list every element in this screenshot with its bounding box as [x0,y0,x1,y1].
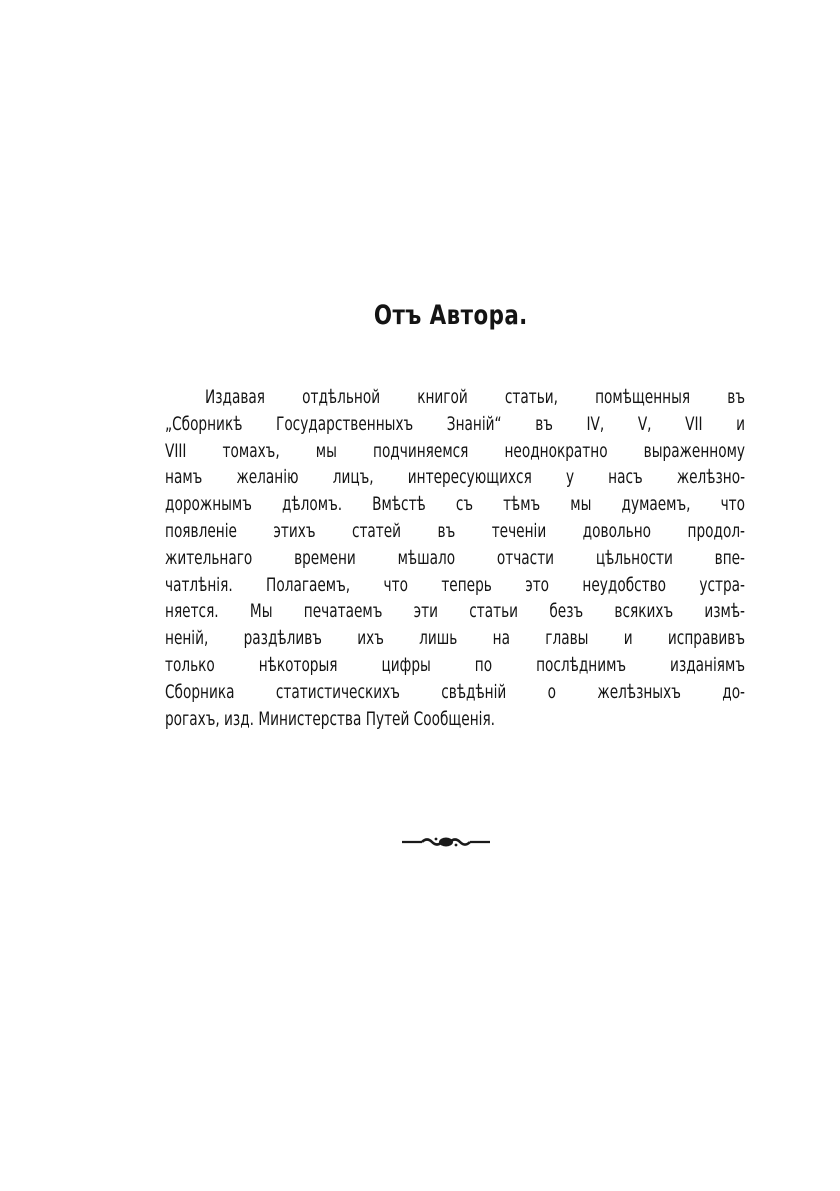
paragraph-line: намъ желанію лицъ, интересующихся у насъ желѣзно- [165,466,745,489]
paragraph-line: только нѣкоторыя цифры по послѣднимъ изданіямъ [165,653,745,676]
paragraph-line: VIII томахъ, мы подчиняемся неоднократно выраженному [165,439,745,462]
paragraph-line: рогахъ, изд. Министерства Путей Сообщенія. [165,707,496,730]
paragraph-line: няется. Мы печатаемъ эти статьи безъ всякихъ измѣ- [165,600,745,623]
paragraph-line: неній, раздѣливъ ихъ лишь на главы и исправивъ [165,627,745,650]
paragraph-line: Издавая отдѣльной книгой статьи, помѣщенныя въ [205,386,745,408]
paragraph-line: дорожнымъ дѣломъ. Вмѣстѣ съ тѣмъ мы думаемъ, что [165,493,745,516]
preface-paragraph [165,384,745,732]
paragraph-line: „Сборникѣ Государственныхъ Знаній“ въ IV, V, VII и [165,412,745,435]
ornament-divider-icon [400,835,492,849]
paragraph-line: Сборника статистическихъ свѣдѣній о желѣзныхъ до- [165,680,745,703]
paragraph-line: появленіе этихъ статей въ теченіи довольно продол- [165,519,745,542]
paragraph-line: чатлѣнія. Полагаемъ, что теперь это неудобство устра- [165,573,745,596]
page-title: Отъ Автора. [373,300,528,331]
paragraph-line: жительнаго времени мѣшало отчасти цѣльности впе- [165,546,745,569]
